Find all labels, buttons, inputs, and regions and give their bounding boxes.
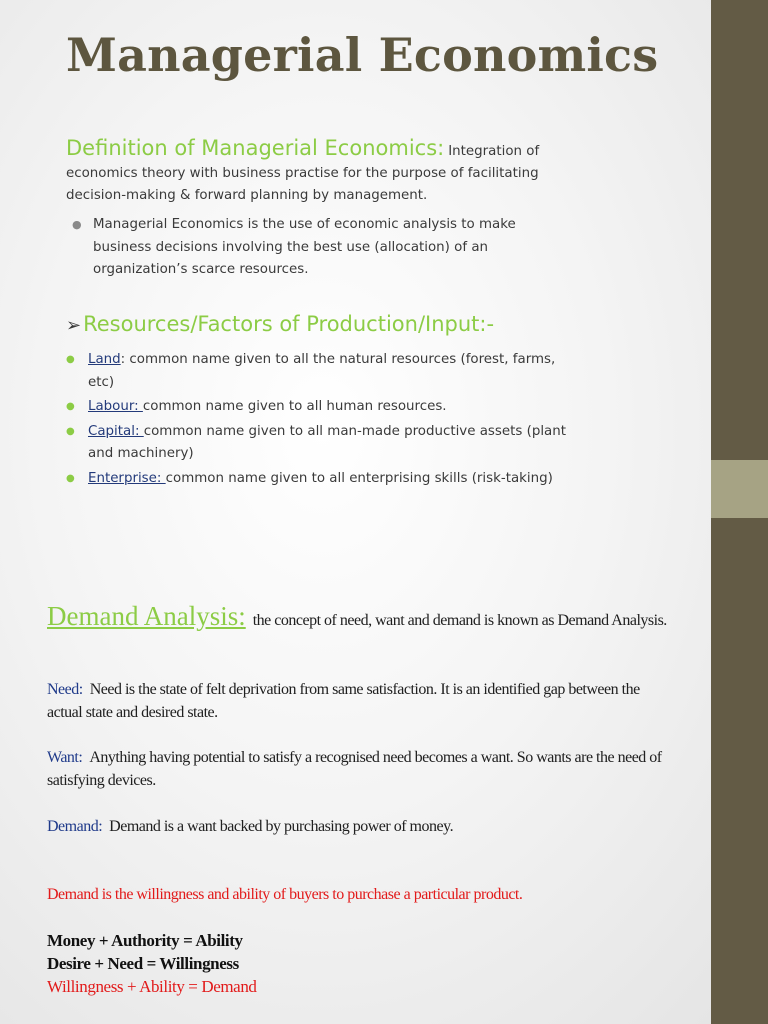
definition-bullet-text: Managerial Economics is the use of economic analysis to make business decisions involving the best use (allocation) of an organization’s scarce resources. bbox=[93, 217, 516, 277]
resource-text: common name given to all enterprising skills (risk-taking) bbox=[165, 470, 553, 486]
resource-text: common name given to all human resources. bbox=[142, 399, 447, 414]
bullet-dot-icon: ● bbox=[66, 472, 75, 484]
definition-heading: Definition of Managerial Economics: bbox=[66, 136, 445, 160]
demand-text: Demand is a want backed by purchasing power of money. bbox=[109, 818, 454, 835]
resource-text: common name given to all man-made productive assets (plant and machinery) bbox=[88, 423, 566, 461]
bullet-dot-icon: ● bbox=[66, 401, 75, 412]
resource-term: Labour: bbox=[88, 399, 143, 414]
want-term: Want: bbox=[47, 749, 83, 766]
demand-section bbox=[47, 603, 677, 998]
resource-term: Enterprise: bbox=[88, 470, 166, 486]
resources-heading bbox=[66, 312, 494, 336]
resource-sep: : bbox=[120, 352, 126, 367]
demand-intro bbox=[47, 603, 677, 634]
bullet-dot-icon: ● bbox=[72, 218, 82, 231]
resource-term: Capital: bbox=[88, 423, 144, 439]
definition-bullet bbox=[72, 214, 572, 282]
resources-list bbox=[66, 349, 566, 492]
arrow-bullet-icon: ➢ bbox=[66, 315, 82, 336]
list-item bbox=[66, 421, 566, 466]
resources-heading-text: Resources/Factors of Production/Input:- bbox=[83, 312, 495, 336]
want-text: Anything having potential to satisfy a recognised need becomes a want. So wants are the need of satisfying devices. bbox=[47, 749, 662, 789]
page-title: Managerial Economics bbox=[66, 28, 659, 82]
bullet-dot-icon: ● bbox=[66, 425, 75, 437]
formula-ability: Money + Authority = Ability bbox=[47, 931, 243, 950]
list-item bbox=[66, 349, 566, 394]
definition-text: Integration of economics theory with business practise for the purpose of facilitating decision-making & forward planning by management. bbox=[66, 144, 540, 203]
bullet-dot-icon: ● bbox=[66, 354, 75, 365]
resource-term: Land bbox=[88, 352, 121, 367]
formula-willingness: Desire + Need = Willingness bbox=[47, 954, 239, 973]
need-paragraph bbox=[47, 678, 677, 724]
definition-paragraph bbox=[66, 137, 586, 207]
want-paragraph bbox=[47, 746, 677, 792]
list-item bbox=[66, 468, 566, 491]
demand-definition-red: Demand is the willingness and ability of buyers to purchase a particular product. bbox=[47, 886, 523, 903]
list-item bbox=[66, 396, 566, 419]
need-text: Need is the state of felt deprivation from same satisfaction. It is an identified gap between the actual state and desired state. bbox=[47, 681, 640, 721]
demand-title: Demand Analysis: bbox=[47, 601, 246, 631]
demand-term: Demand: bbox=[47, 818, 103, 835]
resource-text: common name given to all the natural resources (forest, farms, etc) bbox=[88, 352, 556, 390]
demand-paragraph bbox=[47, 815, 677, 838]
sidebar-accent-block bbox=[711, 460, 768, 518]
demand-intro-text: the concept of need, want and demand is known as Demand Analysis. bbox=[252, 612, 667, 629]
need-term: Need: bbox=[47, 681, 83, 698]
formula-demand: Willingness + Ability = Demand bbox=[47, 977, 257, 996]
